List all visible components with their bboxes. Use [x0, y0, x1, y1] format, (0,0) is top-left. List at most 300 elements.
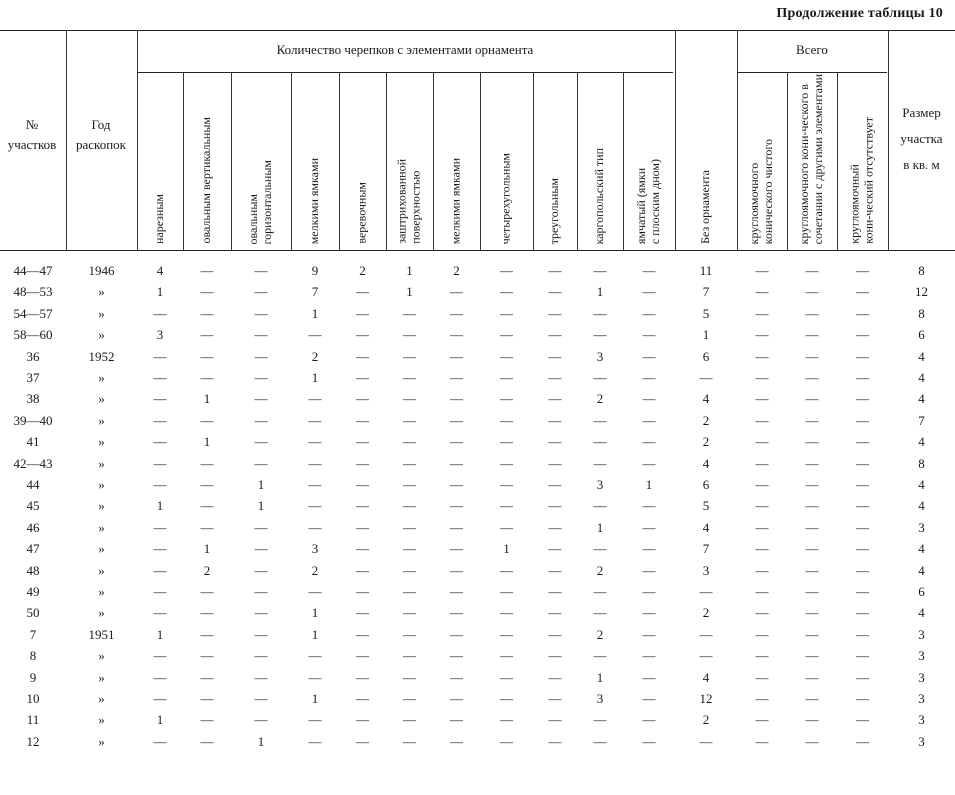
- cell-value: —: [500, 263, 513, 278]
- header-ornament-col-10: ямчатый (ямки с плоским дном): [634, 158, 662, 244]
- column-divider: [888, 30, 889, 250]
- cell-value: —: [356, 541, 369, 557]
- cell-value: —: [500, 648, 513, 664]
- cell-value: —: [805, 498, 819, 514]
- cell-value: —: [805, 284, 819, 300]
- cell-value: 7: [702, 541, 710, 557]
- cell-value: 2: [311, 562, 319, 578]
- cell-value: 9: [311, 263, 319, 278]
- cell-value: —: [699, 733, 713, 749]
- cell-value: —: [755, 519, 769, 535]
- cell-value: —: [593, 712, 607, 728]
- cell-value: —: [200, 284, 214, 300]
- cell-value: —: [856, 541, 869, 557]
- cell-value: —: [254, 648, 268, 664]
- cell-value: —: [500, 669, 513, 685]
- cell-value: —: [200, 669, 214, 685]
- cell-value: —: [500, 434, 513, 450]
- cell-value: 3: [156, 327, 164, 343]
- cell-number: 46: [26, 519, 40, 535]
- cell-value: —: [642, 691, 656, 706]
- cell-value: —: [450, 669, 463, 685]
- cell-value: —: [254, 584, 268, 599]
- cell-year: »: [98, 648, 105, 664]
- cell-value: —: [755, 455, 769, 471]
- cell-value: 4: [918, 370, 925, 385]
- cell-value: —: [805, 370, 819, 385]
- cell-value: 4: [918, 605, 925, 621]
- cell-value: —: [450, 541, 463, 557]
- cell-value: —: [805, 712, 819, 728]
- cell-number: 47: [26, 541, 40, 557]
- cell-value: —: [356, 434, 369, 450]
- cell-value: —: [200, 348, 214, 364]
- cell-value: —: [308, 712, 322, 728]
- cell-value: —: [593, 263, 607, 278]
- cell-value: —: [254, 348, 268, 364]
- cell-number: 41: [26, 434, 40, 450]
- cell-year: »: [98, 519, 105, 535]
- cell-value: —: [254, 626, 268, 642]
- cell-value: —: [153, 455, 167, 471]
- cell-value: —: [254, 519, 268, 535]
- cell-value: 1: [257, 477, 265, 492]
- cell-value: 1: [257, 498, 265, 514]
- cell-value: 3: [596, 691, 604, 706]
- cell-value: —: [548, 648, 562, 664]
- cell-year: »: [98, 498, 105, 514]
- cell-value: 1: [203, 434, 211, 450]
- cell-value: —: [856, 669, 869, 685]
- cell-value: —: [805, 455, 819, 471]
- cell-value: 1: [406, 284, 413, 300]
- cell-value: —: [642, 519, 656, 535]
- cell-value: —: [200, 691, 214, 706]
- cell-value: —: [403, 541, 416, 557]
- cell-value: —: [153, 605, 167, 621]
- cell-value: —: [856, 648, 869, 664]
- cell-value: 4: [702, 455, 710, 471]
- cell-value: —: [356, 712, 369, 728]
- cell-value: 2: [702, 605, 710, 621]
- cell-value: —: [450, 605, 463, 621]
- column-divider: [737, 30, 738, 250]
- cell-value: —: [403, 498, 416, 514]
- cell-value: —: [642, 412, 656, 428]
- cell-value: 3: [918, 669, 925, 685]
- cell-value: —: [856, 626, 869, 642]
- cell-value: —: [356, 648, 369, 664]
- header-without-ornament: Без орнамента: [698, 170, 713, 244]
- cell-value: —: [200, 477, 214, 492]
- cell-value: —: [593, 412, 607, 428]
- cell-value: —: [308, 391, 322, 407]
- cell-value: —: [642, 305, 656, 321]
- cell-value: —: [699, 626, 713, 642]
- cell-value: —: [500, 412, 513, 428]
- cell-value: —: [755, 305, 769, 321]
- cell-value: —: [403, 626, 416, 642]
- cell-value: —: [403, 412, 416, 428]
- cell-value: —: [548, 327, 562, 343]
- cell-value: —: [805, 584, 819, 599]
- cell-number: 38: [26, 391, 40, 407]
- cell-value: —: [153, 434, 167, 450]
- cell-number: 49: [26, 584, 40, 599]
- cell-value: 1: [257, 733, 265, 749]
- column-divider: [577, 72, 578, 250]
- cell-year: »: [98, 584, 105, 599]
- cell-value: —: [308, 648, 322, 664]
- cell-value: —: [500, 562, 513, 578]
- cell-value: —: [548, 434, 562, 450]
- cell-value: —: [153, 348, 167, 364]
- cell-value: 6: [702, 348, 710, 364]
- cell-year: »: [98, 477, 105, 492]
- cell-value: —: [403, 691, 416, 706]
- cell-value: —: [699, 584, 713, 599]
- column-divider: [433, 72, 434, 250]
- cell-value: —: [805, 626, 819, 642]
- cell-year: »: [98, 327, 105, 343]
- cell-year: »: [98, 305, 105, 321]
- cell-value: 11: [699, 263, 713, 278]
- cell-value: —: [642, 733, 656, 749]
- cell-value: —: [500, 584, 513, 599]
- cell-value: —: [500, 691, 513, 706]
- cell-value: 1: [156, 626, 164, 642]
- cell-value: —: [200, 733, 214, 749]
- header-ornament-col-3: мелкими ямками: [307, 157, 322, 244]
- cell-value: 5: [702, 498, 710, 514]
- cell-value: —: [500, 305, 513, 321]
- cell-value: —: [805, 562, 819, 578]
- header-area-size: Размер участка в кв. м: [900, 105, 943, 172]
- cell-value: —: [308, 412, 322, 428]
- cell-value: —: [500, 327, 513, 343]
- cell-value: —: [450, 391, 463, 407]
- cell-value: —: [548, 584, 562, 599]
- cell-value: —: [356, 584, 369, 599]
- cell-value: —: [548, 477, 562, 492]
- cell-value: —: [642, 263, 656, 278]
- cell-value: —: [200, 412, 214, 428]
- cell-value: —: [356, 498, 369, 514]
- cell-value: —: [642, 562, 656, 578]
- cell-value: —: [642, 348, 656, 364]
- cell-value: —: [450, 284, 463, 300]
- cell-value: 4: [918, 562, 925, 578]
- cell-value: —: [805, 305, 819, 321]
- cell-value: —: [356, 370, 369, 385]
- cell-value: —: [450, 712, 463, 728]
- cell-value: —: [856, 712, 869, 728]
- column-divider: [291, 72, 292, 250]
- cell-value: —: [548, 669, 562, 685]
- header-total-rule: [737, 72, 887, 73]
- cell-value: 4: [918, 391, 925, 407]
- cell-value: —: [450, 455, 463, 471]
- cell-value: —: [308, 669, 322, 685]
- cell-value: —: [856, 370, 869, 385]
- cell-value: 1: [156, 498, 164, 514]
- cell-value: —: [450, 733, 463, 749]
- column-divider: [231, 72, 232, 250]
- cell-value: —: [500, 370, 513, 385]
- cell-value: —: [153, 691, 167, 706]
- cell-number: 10: [26, 691, 40, 706]
- cell-value: —: [642, 648, 656, 664]
- cell-value: —: [548, 626, 562, 642]
- cell-value: —: [254, 455, 268, 471]
- cell-value: —: [755, 712, 769, 728]
- header-number: № участков: [7, 117, 57, 153]
- cell-value: 4: [702, 391, 710, 407]
- cell-value: —: [356, 626, 369, 642]
- cell-number: 44: [26, 477, 40, 492]
- cell-value: 8: [918, 263, 925, 278]
- cell-value: —: [642, 541, 656, 557]
- cell-year: »: [98, 412, 105, 428]
- cell-value: —: [805, 605, 819, 621]
- cell-value: —: [805, 733, 819, 749]
- cell-value: —: [755, 477, 769, 492]
- cell-value: —: [403, 370, 416, 385]
- cell-value: —: [593, 370, 607, 385]
- cell-value: 3: [596, 477, 604, 492]
- cell-value: —: [450, 305, 463, 321]
- cell-year: »: [98, 541, 105, 557]
- cell-value: 3: [918, 733, 925, 749]
- cell-value: 4: [702, 669, 710, 685]
- cell-value: —: [805, 412, 819, 428]
- cell-value: —: [200, 370, 214, 385]
- cell-value: —: [548, 305, 562, 321]
- cell-value: —: [153, 648, 167, 664]
- cell-value: —: [548, 284, 562, 300]
- cell-value: —: [755, 733, 769, 749]
- cell-value: —: [856, 327, 869, 343]
- cell-value: —: [805, 327, 819, 343]
- cell-value: 2: [596, 562, 604, 578]
- cell-number: 37: [26, 370, 40, 385]
- column-divider: [675, 30, 676, 250]
- cell-value: —: [200, 498, 214, 514]
- cell-value: —: [755, 605, 769, 621]
- cell-value: 1: [311, 305, 319, 321]
- cell-value: —: [805, 391, 819, 407]
- cell-value: —: [856, 391, 869, 407]
- cell-year: »: [98, 605, 105, 621]
- cell-value: 3: [918, 519, 925, 535]
- cell-value: 1: [596, 669, 604, 685]
- cell-value: —: [450, 434, 463, 450]
- cell-value: —: [450, 327, 463, 343]
- header-total-col-2: круглоямочный кони-ческий отсутствует: [847, 117, 876, 244]
- cell-number: 7: [29, 626, 37, 642]
- cell-value: 1: [406, 263, 413, 278]
- cell-year: »: [98, 434, 105, 450]
- cell-value: 8: [918, 305, 925, 321]
- cell-value: —: [755, 626, 769, 642]
- cell-value: —: [254, 562, 268, 578]
- cell-number: 42—43: [13, 455, 53, 471]
- cell-value: —: [548, 455, 562, 471]
- column-divider: [480, 72, 481, 250]
- cell-value: —: [548, 370, 562, 385]
- cell-value: —: [755, 348, 769, 364]
- header-ornament-col-9: каргопольский тип: [592, 147, 607, 244]
- cell-value: —: [856, 434, 869, 450]
- cell-value: —: [548, 498, 562, 514]
- cell-value: 1: [156, 712, 164, 728]
- cell-value: —: [548, 348, 562, 364]
- column-divider: [339, 72, 340, 250]
- cell-value: —: [642, 284, 656, 300]
- cell-value: —: [856, 733, 869, 749]
- cell-year: 1951: [88, 626, 115, 642]
- cell-value: —: [403, 519, 416, 535]
- header-ornament-col-5: заштрихованной поверхностью: [394, 159, 423, 244]
- cell-value: —: [450, 348, 463, 364]
- cell-value: —: [548, 541, 562, 557]
- table-continuation-caption: Продолжение таблицы 10: [776, 6, 943, 21]
- header-ornament-col-7: четырехугольным: [498, 152, 513, 244]
- cell-value: —: [755, 327, 769, 343]
- cell-year: »: [98, 284, 105, 300]
- cell-value: 4: [918, 498, 925, 514]
- header-year: Год раскопок: [76, 117, 126, 153]
- cell-value: —: [593, 434, 607, 450]
- cell-value: —: [699, 370, 713, 385]
- cell-value: —: [254, 327, 268, 343]
- cell-value: —: [450, 691, 463, 706]
- cell-value: —: [548, 391, 562, 407]
- cell-value: 7: [311, 284, 319, 300]
- cell-value: —: [805, 648, 819, 664]
- cell-value: —: [308, 519, 322, 535]
- cell-value: —: [548, 712, 562, 728]
- cell-number: 39—40: [13, 412, 53, 428]
- cell-value: —: [593, 605, 607, 621]
- cell-value: —: [153, 562, 167, 578]
- cell-value: —: [548, 519, 562, 535]
- cell-value: —: [856, 519, 869, 535]
- cell-value: —: [593, 733, 607, 749]
- cell-value: —: [403, 391, 416, 407]
- cell-value: —: [200, 584, 214, 599]
- cell-value: —: [450, 370, 463, 385]
- cell-value: —: [755, 284, 769, 300]
- cell-value: —: [356, 327, 369, 343]
- cell-value: —: [254, 541, 268, 557]
- cell-value: 4: [918, 434, 925, 450]
- cell-value: —: [153, 733, 167, 749]
- cell-value: —: [200, 327, 214, 343]
- cell-value: 4: [918, 477, 925, 492]
- cell-value: —: [153, 305, 167, 321]
- cell-value: —: [403, 712, 416, 728]
- cell-value: 4: [918, 348, 925, 364]
- cell-value: —: [356, 412, 369, 428]
- cell-value: —: [356, 391, 369, 407]
- cell-value: 3: [311, 541, 319, 557]
- cell-value: —: [254, 691, 268, 706]
- cell-value: —: [450, 626, 463, 642]
- cell-year: 1946: [88, 263, 115, 278]
- cell-value: —: [593, 455, 607, 471]
- cell-value: —: [308, 434, 322, 450]
- cell-value: 1: [203, 391, 211, 407]
- cell-value: —: [500, 733, 513, 749]
- cell-value: —: [356, 284, 369, 300]
- cell-value: —: [403, 669, 416, 685]
- cell-value: —: [856, 305, 869, 321]
- cell-value: —: [548, 691, 562, 706]
- header-ornament-col-0: нарезным: [152, 193, 167, 244]
- header-ornament-col-8: треугольным: [547, 177, 562, 244]
- cell-year: »: [98, 712, 105, 728]
- cell-value: —: [403, 434, 416, 450]
- cell-value: —: [805, 691, 819, 706]
- cell-value: —: [500, 477, 513, 492]
- cell-value: —: [356, 691, 369, 706]
- cell-value: —: [755, 691, 769, 706]
- cell-value: 1: [311, 691, 319, 706]
- cell-value: —: [308, 733, 322, 749]
- cell-value: 3: [702, 562, 710, 578]
- cell-year: 1952: [88, 348, 115, 364]
- cell-number: 11: [26, 712, 40, 728]
- cell-value: —: [200, 605, 214, 621]
- cell-value: 1: [203, 541, 211, 557]
- cell-year: »: [98, 733, 105, 749]
- cell-value: —: [200, 626, 214, 642]
- column-divider: [837, 72, 838, 250]
- cell-value: —: [356, 305, 369, 321]
- cell-value: 3: [918, 712, 925, 728]
- cell-value: 1: [596, 519, 604, 535]
- cell-value: —: [153, 541, 167, 557]
- cell-number: 45: [26, 498, 40, 514]
- cell-value: —: [200, 648, 214, 664]
- cell-value: —: [308, 584, 322, 599]
- cell-value: —: [308, 455, 322, 471]
- cell-value: —: [403, 477, 416, 492]
- cell-year: »: [98, 691, 105, 706]
- header-ornament-col-4: веревочным: [354, 182, 369, 244]
- cell-value: —: [200, 305, 214, 321]
- cell-value: —: [254, 391, 268, 407]
- cell-value: —: [356, 733, 369, 749]
- cell-value: —: [254, 412, 268, 428]
- cell-value: —: [856, 348, 869, 364]
- cell-value: —: [254, 370, 268, 385]
- cell-value: —: [450, 519, 463, 535]
- cell-value: 6: [702, 477, 710, 492]
- cell-value: —: [153, 412, 167, 428]
- cell-value: —: [856, 498, 869, 514]
- cell-value: —: [548, 562, 562, 578]
- cell-value: —: [200, 455, 214, 471]
- cell-value: —: [200, 712, 214, 728]
- cell-value: —: [548, 733, 562, 749]
- cell-value: —: [856, 562, 869, 578]
- cell-value: —: [450, 562, 463, 578]
- cell-value: —: [254, 284, 268, 300]
- cell-number: 48—53: [13, 284, 53, 300]
- cell-value: —: [153, 391, 167, 407]
